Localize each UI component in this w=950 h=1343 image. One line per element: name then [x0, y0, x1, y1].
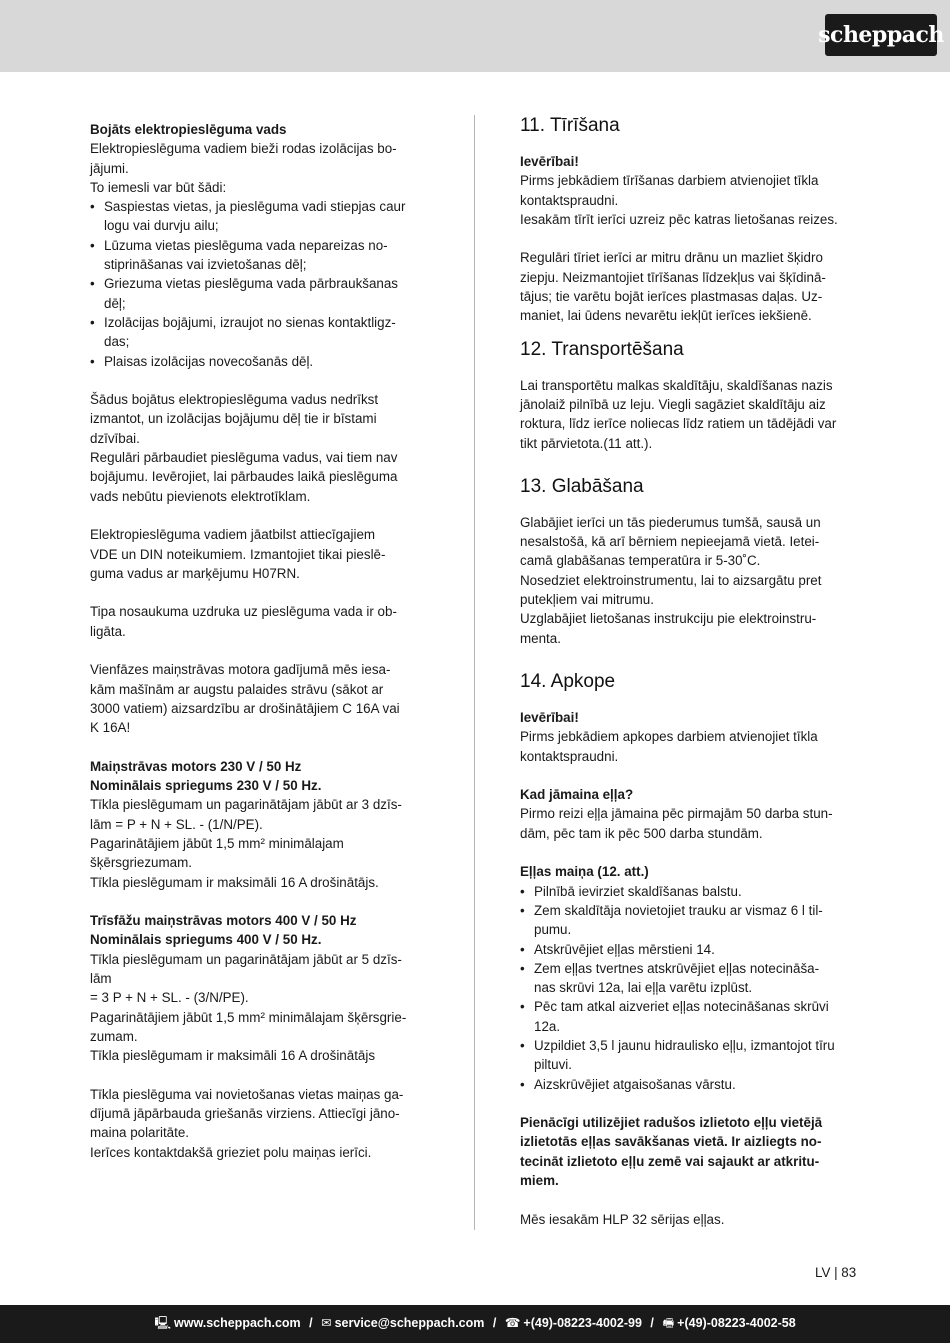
three-phase-voltage: Nominālais spriegums 400 V / 50 Hz.	[90, 932, 322, 948]
fax-number: +(49)-08223-4002-58	[677, 1315, 796, 1330]
text-line: Iesakām tīrīt ierīci uzreiz pēc katras lietošanas reizes.	[520, 211, 838, 227]
list-item: • Aizskrūvējiet atgaisošanas vārstu.	[520, 1075, 860, 1094]
text-line: Uzglabājiet lietošanas instrukciju pie elektroinstru-	[520, 611, 817, 627]
list-item: • Zem eļļas tvertnes atskrūvējiet eļļas notecināša- nas skrūvi 12a, lai eļļa varētu izplūst.	[520, 959, 860, 998]
footer-contacts	[154, 1314, 795, 1335]
text-line: Šādus bojātus elektropieslēguma vadus nedrīkst	[90, 392, 379, 408]
ac-motor-text	[90, 795, 430, 891]
text-line: To iemesli var būt šādi:	[90, 179, 227, 195]
list-item: • Lūzuma vietas pieslēguma vada nepareizas no- stiprināšanas vai izvietošanas dēļ;	[90, 236, 430, 275]
fax-icon: 🖷	[662, 1315, 675, 1330]
list-item: • Pilnībā ievirziet skaldīšanas balstu.	[520, 882, 860, 901]
section-number: 11.	[520, 115, 546, 136]
logo-text: scheppach	[818, 22, 944, 48]
three-phase-text	[90, 950, 430, 1066]
cleaning-text	[520, 171, 860, 229]
text-line: kontaktspraudni.	[520, 748, 619, 764]
list-item: • Pēc tam atkal aizveriet eļļas notecināšanas skrūvi 12a.	[520, 997, 860, 1036]
maintenance-warning: Ievērībai!	[520, 709, 579, 725]
text-line: lām	[90, 971, 112, 987]
text-line: K 16A!	[90, 720, 131, 736]
brand-logo	[818, 14, 944, 56]
section-number: 13.	[520, 475, 547, 497]
text-line: vads nebūtu pievienots elektrotīklam.	[90, 488, 311, 504]
oil-change-steps	[520, 882, 860, 1094]
section-11-heading	[520, 112, 860, 140]
text-line: Tīkla pieslēgumam un pagarinātājam jābūt ar 3 dzīs-	[90, 797, 402, 813]
section-14-heading	[520, 668, 860, 696]
text-line: = 3 P + N + SL. - (3/N/PE).	[90, 990, 249, 1006]
oil-disposal-text	[520, 1113, 860, 1190]
damaged-cable-causes	[90, 197, 430, 371]
list-item: • Uzpildiet 3,5 l jaunu hidraulisko eļļu, izmantojot tīru piltuvi.	[520, 1036, 860, 1075]
text-line: kontaktspraudni.	[520, 192, 619, 208]
text-line: dām, pēc tam ik pēc 500 darba stundām.	[520, 825, 763, 841]
text-line: bojājumu. Ievērojiet, lai pārbaudes laikā pieslēguma	[90, 469, 398, 485]
storage-text	[520, 513, 860, 648]
type-label-paragraph	[90, 602, 430, 641]
phone-number: +(49)-08223-4002-99	[523, 1315, 642, 1330]
three-phase-heading: Trīsfāžu maiņstrāvas motors 400 V / 50 Hz	[90, 913, 357, 929]
damaged-cable-intro	[90, 139, 430, 197]
damaged-cable-heading: Bojāts elektropieslēguma vads	[90, 122, 287, 137]
text-line: Tīkla pieslēguma vai novietošanas vietas maiņas ga-	[90, 1086, 404, 1102]
computer-icon: 🖳	[154, 1315, 172, 1330]
phone-icon: ☎	[504, 1315, 521, 1330]
text-line: Pirms jebkādiem apkopes darbiem atvienojiet tīkla	[520, 729, 818, 745]
separator: /	[492, 1315, 497, 1330]
text-line: guma vadus ar marķējumu H07RN.	[90, 565, 300, 581]
text-line: dījumā jāpārbauda griešanās virziens. Attiecīgi jāno-	[90, 1106, 400, 1122]
text-line: lām = P + N + SL. - (1/N/PE).	[90, 816, 263, 832]
text-line: ziepju. Neizmantojiet tīrīšanas līdzekļus vai šķīdinā-	[520, 269, 826, 285]
text-line: Pagarinātājiem jābūt 1,5 mm² minimālajam	[90, 835, 344, 851]
text-line: jājumi.	[90, 160, 129, 176]
text-line: Vienfāzes maiņstrāvas motora gadījumā mēs iesa-	[90, 662, 391, 678]
vde-din-paragraph	[90, 525, 430, 583]
oil-recommendation: Mēs iesakām HLP 32 sērijas eļļas.	[520, 1211, 725, 1227]
text-line: Regulāri pārbaudiet pieslēguma vadus, vai tiem nav	[90, 450, 398, 466]
text-line: miem.	[520, 1173, 559, 1189]
text-line: nesalstošā, kā arī bērniem nepieejamā vietā. Ietei-	[520, 534, 820, 550]
oil-change-heading: Eļļas maiņa (12. att.)	[520, 864, 649, 880]
text-line: menta.	[520, 630, 561, 646]
text-line: maina polaritāte.	[90, 1125, 189, 1141]
text-line: Elektropieslēguma vadiem bieži rodas izolācijas bo-	[90, 141, 397, 157]
email-link[interactable]: service@scheppach.com	[334, 1315, 485, 1330]
list-item: • Zem skaldītāja novietojiet trauku ar vismaz 6 l til- pumu.	[520, 901, 860, 940]
text-line: ligāta.	[90, 623, 126, 639]
oil-when-text	[520, 804, 860, 843]
section-title: Tīrīšana	[549, 115, 620, 136]
text-line: jānolaiž pilnībā uz leju. Viegli sagāziet skaldītāju aiz	[520, 396, 826, 412]
separator: /	[309, 1315, 313, 1330]
text-line: zumam.	[90, 1028, 138, 1044]
text-line: putekļiem vai mitrumu.	[520, 592, 654, 608]
text-line: Glabājiet ierīci un tās piederumus tumšā, sausā un	[520, 514, 821, 530]
text-line: Pienācīgi utilizējiet radušos izlietoto eļļu vietējā	[520, 1115, 823, 1131]
section-title: Apkope	[550, 670, 616, 692]
section-13-heading	[520, 473, 860, 501]
section-12-heading	[520, 336, 860, 364]
right-column	[520, 112, 860, 1229]
text-line: camā glabāšanas temperatūra ir 5-30˚C.	[520, 553, 761, 569]
section-title: Transportēšana	[551, 338, 684, 360]
page-number: LV | 83	[815, 1265, 857, 1280]
text-line: roktura, līdz ierīce noliecas līdz ratiem un tādējādi var	[520, 416, 837, 432]
section-number: 12.	[520, 338, 547, 360]
text-line: dzīvībai.	[90, 430, 140, 446]
text-line: Pagarinātājiem jābūt 1,5 mm² minimālajam šķērsgrie-	[90, 1009, 407, 1025]
text-line: tikt pārvietota.(11 att.).	[520, 435, 653, 451]
text-line: VDE un DIN noteikumiem. Izmantojiet tikai pieslē-	[90, 546, 386, 562]
transport-text	[520, 376, 860, 453]
text-line: Tīkla pieslēgumam ir maksimāli 16 A drošinātājs	[90, 1048, 376, 1064]
text-line: Tīkla pieslēgumam ir maksimāli 16 A drošinātājs.	[90, 874, 379, 890]
header-bar	[0, 0, 950, 72]
text-line: izlietotās eļļas savākšanas vietā. Ir aizliegts no-	[520, 1134, 822, 1150]
text-line: Elektropieslēguma vadiem jāatbilst attiecīgajiem	[90, 527, 376, 543]
fuse-paragraph	[90, 660, 430, 737]
text-line: 3000 vatiem) aizsardzību ar drošinātājiem C 16A vai	[90, 700, 400, 716]
ac-motor-voltage: Nominālais spriegums 230 V / 50 Hz.	[90, 778, 322, 794]
section-number: 14.	[520, 670, 547, 692]
text-line: Tipa nosaukuma uzdruka uz pieslēguma vada ir ob-	[90, 604, 397, 620]
text-line: Pirms jebkādiem tīrīšanas darbiem atvienojiet tīkla	[520, 173, 819, 189]
text-line: kām mašīnām ar augstu palaides strāvu (sākot ar	[90, 681, 384, 697]
section-title: Glabāšana	[551, 475, 644, 497]
text-line: izmantot, un izolācijas bojājumu dēļ tie ir bīstami	[90, 411, 377, 427]
list-item: • Izolācijas bojājumi, izraujot no sienas kontaktligz- das;	[90, 313, 430, 352]
text-line: Tīkla pieslēgumam un pagarinātājam jābūt ar 5 dzīs-	[90, 951, 402, 967]
text-line: tecināt izlietoto eļļu zemē vai sajaukt ar atkritu-	[520, 1153, 820, 1169]
cable-warning-paragraph	[90, 390, 430, 506]
text-line: šķērsgriezumam.	[90, 855, 192, 871]
text-line: Lai transportētu malkas skaldītāju, skaldīšanas nazis	[520, 377, 833, 393]
left-column	[90, 120, 430, 1162]
email-icon: ✉	[321, 1315, 332, 1330]
list-item: • Atskrūvējiet eļļas mērstieni 14.	[520, 940, 860, 959]
list-item: • Saspiestas vietas, ja pieslēguma vadi stiepjas caur logu vai durvju ailu;	[90, 197, 430, 236]
polarity-paragraph	[90, 1085, 430, 1162]
text-line: tājus; tie varētu bojāt ierīces plastmasas daļas. Uz-	[520, 289, 823, 305]
text-line: Pirmo reizi eļļa jāmaina pēc pirmajām 50 darba stun-	[520, 806, 833, 822]
list-item: • Griezuma vietas pieslēguma vada pārbraukšanas dēļ;	[90, 274, 430, 313]
cleaning-text-2	[520, 248, 860, 325]
text-line: Ierīces kontaktdakšā grieziet polu maiņas ierīci.	[90, 1144, 372, 1160]
separator: /	[650, 1315, 654, 1330]
text-line: maniet, lai ūdens nevarētu iekļūt ierīces iekšienē.	[520, 308, 812, 324]
list-item: • Plaisas izolācijas novecošanās dēļ.	[90, 352, 430, 371]
oil-when-heading: Kad jāmaina eļļa?	[520, 787, 634, 803]
footer-bar	[0, 1305, 950, 1343]
ac-motor-heading: Maiņstrāvas motors 230 V / 50 Hz	[90, 758, 302, 774]
text-line: Regulāri tīriet ierīci ar mitru drānu un mazliet šķidro	[520, 250, 823, 266]
column-divider	[474, 115, 475, 1230]
maintenance-text	[520, 727, 860, 766]
text-line: Nosedziet elektroinstrumentu, lai to aizsargātu pret	[520, 572, 822, 588]
cleaning-warning: Ievērībai!	[520, 154, 579, 169]
website-link[interactable]: www.scheppach.com	[174, 1315, 301, 1330]
